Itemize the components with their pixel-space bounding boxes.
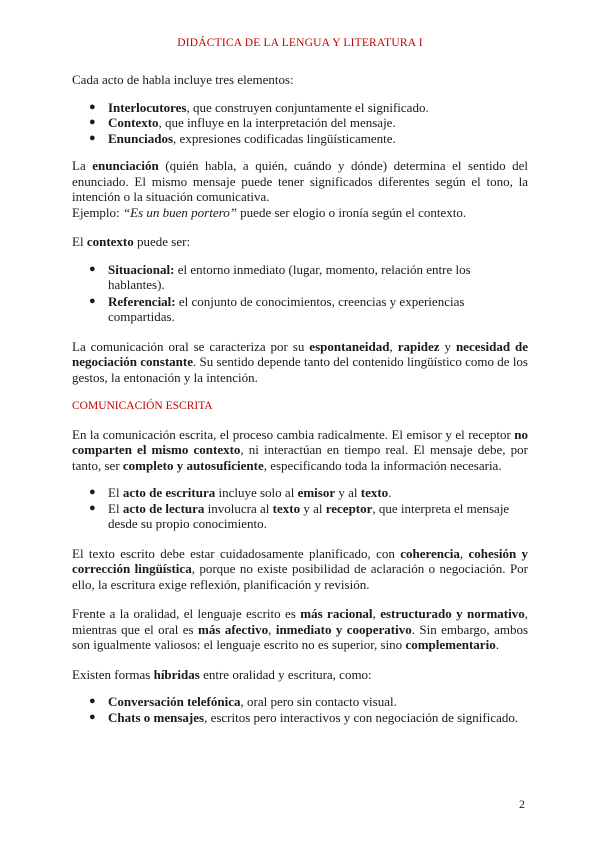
list-item xyxy=(72,501,528,532)
text: , xyxy=(268,621,276,637)
text: El xyxy=(108,500,123,516)
enunciacion-paragraph xyxy=(72,158,528,205)
text: En la comunicación escrita, el proceso cambia radicalmente. El emisor y el receptor xyxy=(72,426,515,442)
hibridas-list xyxy=(72,694,528,725)
item-text: , que influye en la interpretación del mensaje. xyxy=(158,115,396,130)
text: entre oralidad y escritura, como: xyxy=(199,666,372,682)
term: cohesión y corrección lingüística xyxy=(72,545,529,576)
term: rapidez xyxy=(397,338,440,354)
term: complementario xyxy=(405,637,496,652)
texto-escrito-paragraph xyxy=(72,546,528,593)
section-title: COMUNICACIÓN ESCRITA xyxy=(72,400,213,412)
item-text: , escritos pero interactivos y con negociación de significado. xyxy=(204,709,519,725)
text: , xyxy=(459,545,469,561)
term: completo y autosuficiente xyxy=(122,457,264,473)
elements-list xyxy=(72,100,528,147)
item-text: , oral pero sin contacto visual. xyxy=(240,694,397,709)
list-item xyxy=(72,262,528,293)
text: (quién habla, a quién, cuándo y dónde) determina el sentido del enunciado. El mismo mensaje puede tener significados diferentes según el tono, la intención o la situación comunicativa. xyxy=(72,158,528,204)
page-content xyxy=(72,72,528,725)
item-text: el conjunto de conocimientos, creencias y experiencias compartidas. xyxy=(108,293,465,324)
list-item xyxy=(72,294,528,325)
term: estructurado y normativo xyxy=(380,606,525,621)
term: acto de lectura xyxy=(122,500,205,516)
text: , xyxy=(372,606,381,621)
term: espontaneidad xyxy=(309,338,390,354)
item-text: , que construyen conjuntamente el significado. xyxy=(186,99,429,115)
term: no comparten el mismo contexto xyxy=(72,426,528,457)
term: texto xyxy=(360,485,389,500)
text: Existen formas xyxy=(72,666,154,682)
text: , que interpreta el mensaje desde su propio conocimiento. xyxy=(108,500,510,531)
term: Interlocutores xyxy=(108,99,187,115)
hibridas-paragraph xyxy=(72,667,528,683)
term: híbridas xyxy=(153,666,200,682)
contexto-list xyxy=(72,262,528,325)
term: acto de escritura xyxy=(122,485,216,500)
intro-paragraph: Cada acto de habla incluye tres elementos: xyxy=(72,72,294,87)
text: , mientras que el oral es xyxy=(72,606,528,637)
term: coherencia xyxy=(400,545,460,561)
frente-paragraph xyxy=(72,606,528,653)
text: involucra al xyxy=(204,500,273,516)
text: , porque no existe posibilidad de aclaración o negociación. Por ello, la escritura exige reflexión, planificación y revisión. xyxy=(72,561,529,592)
term: Contexto xyxy=(108,115,159,130)
list-item xyxy=(72,485,528,501)
text: Frente a la oralidad, el lenguaje escrito es xyxy=(72,606,301,621)
text: . Su sentido depende tanto del contenido lingüístico como de los gestos, la entonación y la intención. xyxy=(72,354,528,385)
term: más racional xyxy=(300,606,373,621)
item-text: el entorno inmediato (lugar, momento, relación entre los hablantes). xyxy=(108,261,471,292)
list-item xyxy=(72,100,528,116)
contexto-paragraph xyxy=(72,234,528,250)
term: más afectivo xyxy=(198,621,269,637)
list-item xyxy=(72,710,528,726)
term: necesidad de negociación constante xyxy=(72,338,529,369)
text: . Sin embargo, ambos son igualmente valiosos: el lenguaje escrito no es superior, sino xyxy=(72,621,529,652)
term: enunciación xyxy=(92,158,159,173)
actos-list xyxy=(72,485,528,532)
term: emisor xyxy=(297,485,336,500)
bullet-icon: ● xyxy=(89,294,96,307)
example-quote: “Es un buen portero” xyxy=(122,204,237,220)
text: . xyxy=(388,485,392,500)
list-item xyxy=(72,115,528,131)
bullet-icon: ● xyxy=(89,100,96,113)
item-text: , expresiones codificadas lingüísticamente. xyxy=(173,130,396,146)
term: Situacional: xyxy=(108,261,175,277)
term: Referencial: xyxy=(108,293,176,309)
bullet-icon: ● xyxy=(89,262,96,275)
text: , especificando toda la información necesaria. xyxy=(263,457,502,473)
text: , ni interactúan en tiempo real. El mensaje debe, por tanto, ser xyxy=(72,442,528,473)
page-header: DIDÁCTICA DE LA LENGUA Y LITERATURA I xyxy=(177,37,423,49)
term: inmediato y cooperativo xyxy=(275,621,412,637)
term: Chats o mensajes xyxy=(108,709,205,725)
term: contexto xyxy=(86,234,134,249)
text: incluye solo al xyxy=(215,485,298,500)
bullet-icon: ● xyxy=(89,486,96,498)
text: y xyxy=(439,338,456,354)
text: y al xyxy=(335,485,361,500)
text: La xyxy=(72,158,93,173)
text: . xyxy=(495,637,499,652)
bullet-icon: ● xyxy=(89,501,96,514)
text: puede ser elogio o ironía según el contexto. xyxy=(236,204,467,220)
term: Enunciados xyxy=(108,130,174,146)
text: El texto escrito debe estar cuidadosamente planificado, con xyxy=(72,545,401,561)
term: receptor xyxy=(325,500,373,516)
page-number: 2 xyxy=(519,797,525,811)
text: y al xyxy=(300,500,326,516)
example-line xyxy=(72,205,528,221)
text: Ejemplo: xyxy=(72,204,123,220)
oral-paragraph xyxy=(72,339,528,386)
text: El xyxy=(72,234,87,249)
escrita-paragraph xyxy=(72,427,528,474)
term: texto xyxy=(272,500,301,516)
bullet-icon: ● xyxy=(89,695,96,707)
bullet-icon: ● xyxy=(89,710,96,723)
text: , xyxy=(389,338,398,354)
list-item xyxy=(72,131,528,147)
bullet-icon: ● xyxy=(89,116,96,128)
bullet-icon: ● xyxy=(89,131,96,144)
text: La comunicación oral se caracteriza por su xyxy=(72,338,310,354)
text: puede ser: xyxy=(133,234,191,249)
term: Conversación telefónica xyxy=(108,694,241,709)
text: El xyxy=(108,485,123,500)
list-item xyxy=(72,694,528,710)
